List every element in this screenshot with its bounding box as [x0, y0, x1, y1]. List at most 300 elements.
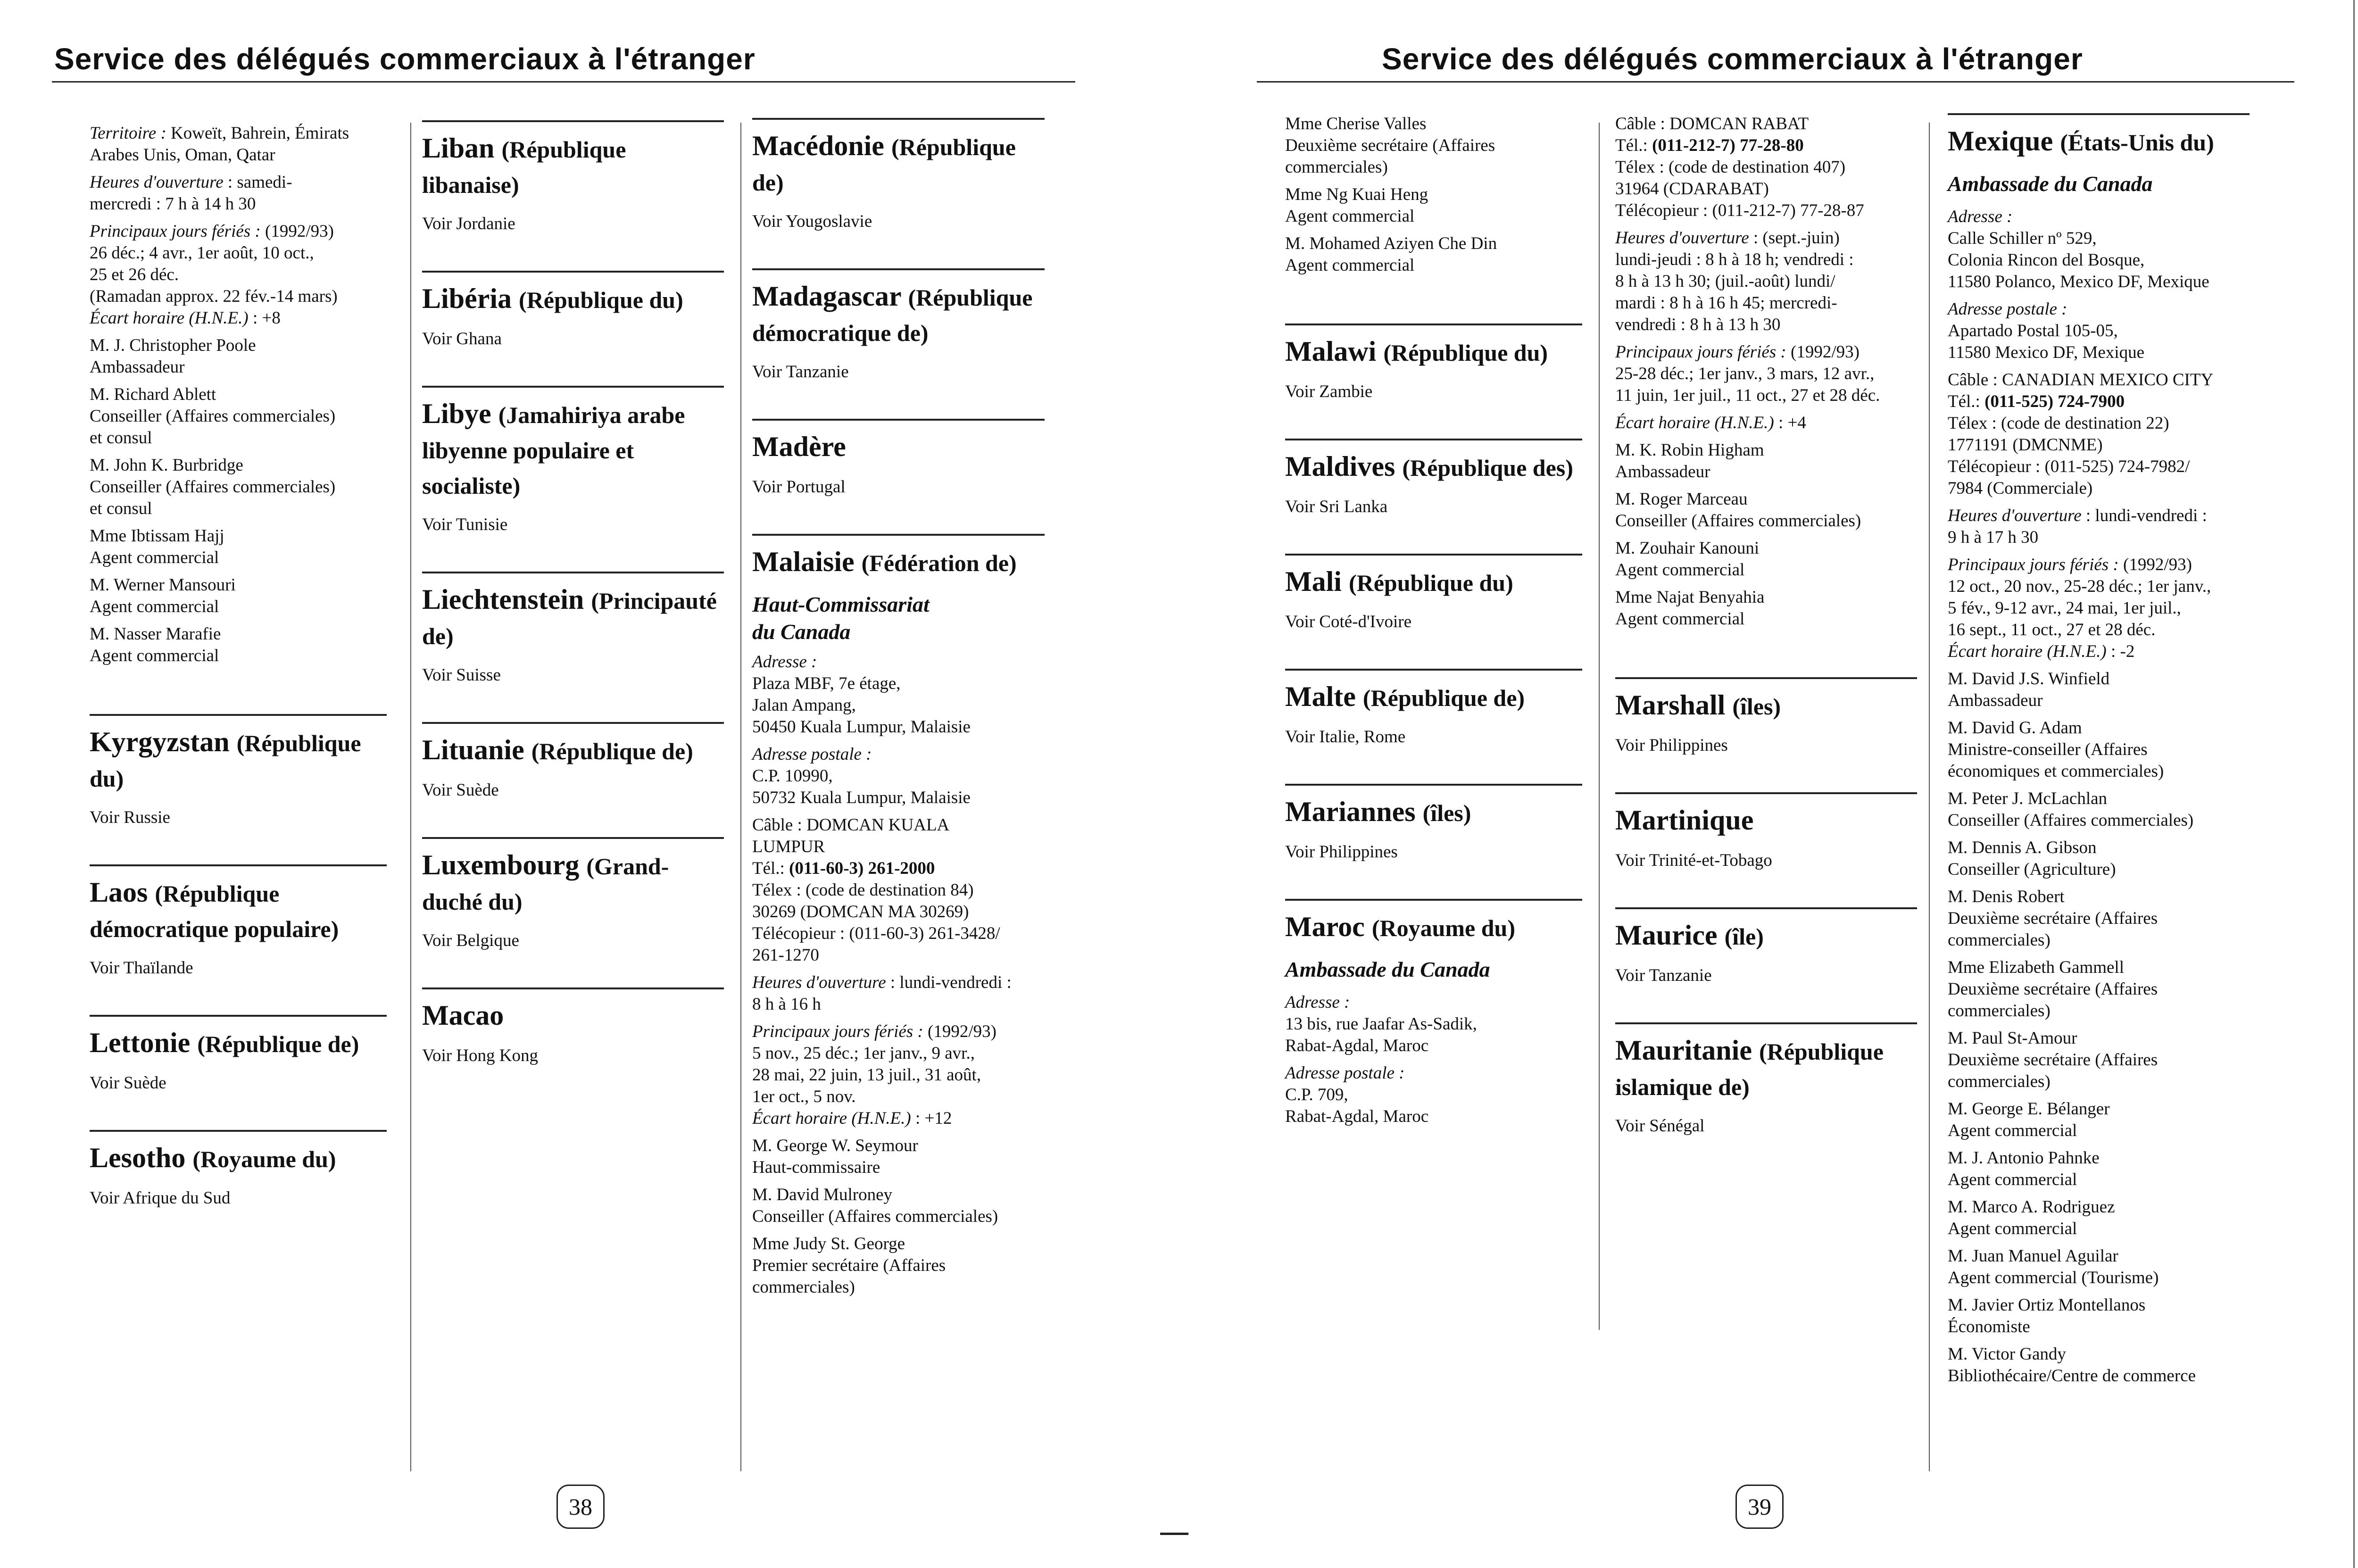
staff-title: Agent commercial: [1948, 1121, 2077, 1140]
staff-name: M. Paul St-Amour: [1948, 1029, 2077, 1048]
staff-entry: [90, 623, 387, 667]
phone-number: (011-60-3) 261-2000: [784, 859, 935, 878]
address-line: Rabat-Agdal, Maroc: [1285, 1107, 1429, 1126]
value: 28 mai, 22 juin, 13 juil., 31 août,: [752, 1065, 981, 1085]
value: Télécopieur : (011-60-3) 261-3428/: [752, 924, 1000, 943]
value: 5 nov., 25 déc.; 1er janv., 9 avr.,: [752, 1044, 975, 1063]
staff-title: Agent commercial: [90, 597, 219, 616]
staff-entry: [1285, 184, 1582, 227]
country-subtitle: (Grand-duché du): [422, 853, 669, 915]
address-line: Rabat-Agdal, Maroc: [1285, 1036, 1429, 1055]
value: : +4: [1774, 413, 1806, 432]
country-list: [752, 118, 1045, 497]
staff-name: M. David G. Adam: [1948, 718, 2082, 738]
value: : lundi-vendredi :: [886, 973, 1012, 992]
staff-list: [1948, 668, 2250, 1387]
staff-entry: [752, 1184, 1045, 1228]
staff-title: Conseiller (Affaires commerciales): [1948, 811, 2194, 830]
staff-entry: [1948, 837, 2250, 880]
country-section: [1285, 669, 1582, 747]
country-subtitle: (République de): [197, 1031, 359, 1057]
value: 1er oct., 5 nov.: [752, 1087, 856, 1106]
value: (1992/93): [2118, 555, 2192, 574]
value: 16 sept., 11 oct., 27 et 28 déc.: [1948, 620, 2156, 639]
staff-name: M. Dennis A. Gibson: [1948, 838, 2097, 857]
see-reference: Voir Suède: [422, 780, 499, 800]
country-section: [422, 722, 724, 800]
value: (1992/93): [260, 222, 334, 241]
country-heading: [90, 875, 387, 946]
staff-entry: [1948, 1196, 2250, 1240]
address-line: Plaza MBF, 7e étage,: [752, 674, 901, 693]
section-rule: [422, 572, 724, 573]
section-rule: [90, 1015, 387, 1017]
country-section: [90, 1015, 387, 1093]
country-heading: [1285, 679, 1582, 714]
country-heading: [1285, 334, 1582, 369]
staff-name: M. Mohamed Aziyen Che Din: [1285, 234, 1497, 253]
country-heading: [422, 998, 724, 1033]
staff-name: Mme Elizabeth Gammell: [1948, 958, 2124, 977]
country-subtitle: (République de): [1362, 685, 1525, 711]
page-header: Service des délégués commerciaux à l'étranger: [1382, 42, 2083, 76]
value: 30269 (DOMCAN MA 30269): [752, 902, 969, 921]
staff-entry: [1948, 1294, 2250, 1338]
staff-name: Mme Ng Kuai Heng: [1285, 185, 1428, 204]
country-heading: [90, 1025, 387, 1061]
section-rule: [752, 419, 1045, 421]
staff-title: Agent commercial: [90, 548, 219, 567]
column-divider: [1599, 123, 1600, 1330]
country-name: Liban: [422, 133, 495, 164]
country-section: [422, 120, 724, 234]
value: : lundi-vendredi :: [2081, 506, 2207, 525]
staff-title: Agent commercial: [90, 646, 219, 665]
section-rule: [90, 714, 387, 716]
country-section: [1615, 677, 1917, 755]
see-reference: Voir Suède: [90, 1073, 166, 1093]
mexique-block: [1948, 124, 2250, 1387]
country-section: [1615, 1022, 1917, 1136]
country-name: Lituanie: [422, 734, 524, 765]
country-heading: [422, 281, 724, 316]
see-reference: Voir Ghana: [422, 329, 502, 348]
staff-name: M. Werner Mansouri: [90, 575, 236, 595]
label: Tél.:: [752, 859, 785, 878]
postal-address: [752, 765, 1045, 809]
label: Écart horaire (H.N.E.): [1615, 413, 1774, 432]
staff-name: M. J. Christopher Poole: [90, 336, 256, 355]
address: [1285, 1013, 1582, 1057]
country-heading: [1285, 794, 1582, 830]
staff-name: M. John K. Burbridge: [90, 456, 243, 475]
staff-name: M. David J.S. Winfield: [1948, 669, 2110, 689]
label: Territoire :: [90, 124, 166, 143]
staff-name: M. David Mulroney: [752, 1185, 892, 1204]
country-name: Macao: [422, 1000, 504, 1031]
see-reference: Voir Coté-d'Ivoire: [1285, 612, 1412, 631]
country-name: Malawi: [1285, 336, 1377, 367]
staff-entry: [752, 1135, 1045, 1178]
section-rule: [1615, 792, 1917, 794]
value: 9 h à 17 h 30: [1948, 528, 2039, 547]
staff-entry: [1615, 538, 1917, 581]
staff-title: Conseiller (Affaires commerciales): [90, 407, 336, 426]
staff-name: M. Peter J. McLachlan: [1948, 789, 2108, 808]
staff-name: M. Juan Manuel Aguilar: [1948, 1246, 2118, 1266]
postal-address: [1285, 1084, 1582, 1128]
see-reference: Voir Suisse: [422, 665, 501, 685]
address-line: 11580 Polanco, Mexico DF, Mexique: [1948, 272, 2209, 291]
page-number: 38: [556, 1485, 605, 1529]
staff-name: M. Nasser Marafie: [90, 624, 221, 644]
staff-name: M. Denis Robert: [1948, 887, 2065, 906]
country-name: Lesotho: [90, 1142, 186, 1173]
header-rule: [52, 81, 1075, 83]
section-rule: [1285, 899, 1582, 901]
country-heading: [752, 279, 1045, 349]
country-heading: [422, 396, 724, 502]
section-rule: [90, 1130, 387, 1132]
staff-entry: [1948, 1344, 2250, 1387]
staff-title: Agent commercial: [1285, 256, 1415, 275]
country-subtitle: (Jamahiriya arabe libyenne populaire et socialiste): [422, 402, 685, 499]
label: Adresse postale :: [752, 745, 872, 764]
staff-entry: [1948, 788, 2250, 831]
country-subtitle: (République des): [1402, 455, 1573, 481]
see-reference: Voir Portugal: [752, 477, 846, 497]
country-subtitle: (République de): [752, 134, 1016, 196]
label: Heures d'ouverture: [1615, 228, 1749, 248]
left-column-3: [752, 118, 1045, 1304]
staff-list: [1615, 440, 1917, 630]
section-rule: [422, 271, 724, 273]
label: Heures d'ouverture: [90, 173, 224, 192]
country-name: Madagascar: [752, 281, 901, 312]
country-section: [1285, 324, 1582, 402]
see-reference: Voir Sri Lanka: [1285, 497, 1388, 516]
page-number: 39: [1735, 1485, 1784, 1529]
staff-title: Agent commercial: [1615, 560, 1745, 580]
staff-list: [752, 1135, 1045, 1298]
address: [752, 673, 1045, 738]
staff-title: Conseiller (Affaires commerciales): [90, 477, 336, 497]
country-name: Mauritanie: [1615, 1035, 1752, 1066]
country-name: Maurice: [1615, 920, 1718, 951]
country-subtitle: (République islamique de): [1615, 1038, 1884, 1100]
country-section: [1285, 439, 1582, 517]
country-list: [1615, 677, 1917, 1136]
embassy-name: Ambassade du Canada: [1948, 172, 2153, 196]
value: 26 déc.; 4 avr., 1er août, 10 oct.,: [90, 243, 314, 263]
country-subtitle: (République du): [519, 287, 683, 313]
section-rule: [422, 837, 724, 839]
value: (1992/93): [923, 1022, 996, 1041]
value: 11 juin, 1er juil., 11 oct., 27 et 28 déc.: [1615, 386, 1880, 405]
staff-name: M. Javier Ortiz Montellanos: [1948, 1295, 2146, 1315]
country-heading: [1615, 688, 1917, 723]
label: Principaux jours fériés :: [1948, 555, 2119, 574]
value: Câble : CANADIAN MEXICO CITY: [1948, 370, 2214, 390]
see-reference: Voir Jordanie: [422, 214, 515, 233]
staff-title: Ministre-conseiller (Affaires: [1948, 740, 2148, 759]
staff-entry: [1948, 1028, 2250, 1093]
section-rule: [1285, 554, 1582, 556]
country-subtitle: (République du): [90, 730, 361, 792]
staff-title: Agent commercial (Tourisme): [1948, 1268, 2159, 1287]
country-subtitle: (îles): [1732, 693, 1781, 720]
staff-entry: [1948, 957, 2250, 1022]
embassy-name: Haut-Commissariat: [752, 592, 930, 616]
section-rule: [1285, 439, 1582, 440]
section-rule: [752, 268, 1045, 270]
value: 25 et 26 déc.: [90, 265, 179, 284]
right-column-3: [1948, 113, 2250, 1393]
label: Adresse postale :: [1285, 1063, 1405, 1083]
value: Câble : DOMCAN RABAT: [1615, 114, 1809, 133]
section-rule: [752, 118, 1045, 120]
staff-list: [90, 335, 387, 667]
country-list: [1285, 324, 1582, 862]
staff-name: M. Marco A. Rodriguez: [1948, 1197, 2115, 1217]
staff-name: M. Richard Ablett: [90, 385, 216, 404]
staff-title: Ambassadeur: [1948, 691, 2043, 710]
right-column-1: [1285, 113, 1582, 1128]
staff-entry: [752, 1233, 1045, 1298]
country-subtitle: (République de): [531, 738, 693, 764]
country-heading: [752, 429, 1045, 465]
value: (1992/93): [1786, 342, 1860, 362]
staff-name: Mme Cherise Valles: [1285, 114, 1427, 133]
address-line: Calle Schiller nº 529,: [1948, 229, 2097, 248]
value: LUMPUR: [752, 837, 825, 856]
country-name: Macédonie: [752, 130, 884, 161]
right-page: [1184, 0, 2358, 1568]
value: 25-28 déc.; 1er janv., 3 mars, 12 avr.,: [1615, 364, 1875, 383]
left-column-1: [90, 123, 387, 1245]
value: : -2: [2106, 642, 2135, 661]
value: 31964 (CDARABAT): [1615, 179, 1769, 199]
country-section: [1615, 907, 1917, 986]
value: : samedi-: [223, 173, 292, 192]
value: mercredi : 7 h à 14 h 30: [90, 194, 256, 214]
see-reference: Voir Tunisie: [422, 515, 508, 534]
column-divider: [1929, 123, 1930, 1471]
country-subtitle: (États-Unis du): [2060, 129, 2214, 156]
country-heading: [90, 1140, 387, 1176]
country-heading: [1285, 449, 1582, 484]
country-name: Mariannes: [1285, 796, 1416, 827]
see-reference: Voir Tanzanie: [752, 362, 849, 382]
embassy-name: Ambassade du Canada: [1285, 957, 1490, 981]
right-column-2: [1615, 113, 1917, 1173]
section-rule: [422, 386, 724, 388]
section-rule: [1615, 677, 1917, 679]
value: Koweït, Bahrein, Émirats: [166, 124, 349, 143]
header-rule: [1257, 81, 2294, 83]
country-section: [90, 714, 387, 828]
address-line: Jalan Ampang,: [752, 696, 856, 715]
staff-list: [1285, 113, 1582, 276]
country-name: Maldives: [1285, 451, 1395, 482]
country-subtitle: (Fédération de): [861, 550, 1017, 576]
see-reference: Voir Sénégal: [1615, 1116, 1705, 1136]
staff-name: Mme Judy St. George: [752, 1234, 905, 1253]
country-name: Marshall: [1615, 689, 1726, 721]
staff-entry: [1948, 1245, 2250, 1289]
label: Tél.:: [1948, 392, 1980, 411]
staff-title: commerciales): [1948, 930, 2051, 950]
staff-title: commerciales): [1285, 158, 1388, 177]
label: Adresse postale :: [1948, 299, 2067, 319]
staff-title: Haut-commissaire: [752, 1158, 880, 1177]
staff-title: et consul: [90, 428, 152, 448]
staff-entry: [90, 384, 387, 449]
column-divider: [410, 123, 411, 1471]
country-subtitle: (République du): [1348, 570, 1513, 596]
country-heading: [422, 582, 724, 653]
staff-name: M. Zouhair Kanouni: [1615, 539, 1760, 558]
see-reference: Voir Philippines: [1615, 736, 1728, 755]
label: Écart horaire (H.N.E.): [1948, 642, 2107, 661]
country-name: Malaisie: [752, 546, 855, 577]
staff-title: Conseiller (Affaires commerciales): [1615, 511, 1861, 531]
country-list: [422, 120, 724, 1066]
staff-title: commerciales): [752, 1278, 855, 1297]
see-reference: Voir Thaïlande: [90, 958, 193, 978]
country-section: [422, 987, 724, 1066]
country-heading: [422, 131, 724, 201]
label: Écart horaire (H.N.E.): [752, 1109, 911, 1128]
column-divider: [740, 123, 741, 1471]
value: vendredi : 8 h à 13 h 30: [1615, 315, 1781, 334]
country-heading: [1615, 803, 1917, 838]
country-name: Madère: [752, 431, 846, 462]
label: Principaux jours fériés :: [752, 1022, 923, 1041]
staff-entry: [1948, 1098, 2250, 1142]
staff-title: et consul: [90, 499, 152, 518]
country-heading: [422, 847, 724, 918]
label: Principaux jours fériés :: [90, 222, 261, 241]
value: Télécopieur : (011-212-7) 77-28-87: [1615, 201, 1864, 220]
staff-entry: [1285, 233, 1582, 276]
staff-name: M. J. Antonio Pahnke: [1948, 1148, 2100, 1168]
country-subtitle: (République démocratique de): [752, 284, 1033, 346]
address-line: C.P. 10990,: [752, 766, 833, 786]
country-heading: [1615, 1033, 1917, 1103]
section-rule: [1615, 907, 1917, 909]
staff-name: M. K. Robin Higham: [1615, 440, 1764, 460]
country-name: Kyrgyzstan: [90, 726, 230, 757]
staff-title: Ambassadeur: [90, 357, 185, 377]
staff-entry: [90, 574, 387, 618]
staff-entry: [1285, 113, 1582, 178]
address-line: 50450 Kuala Lumpur, Malaisie: [752, 717, 971, 737]
staff-title: Agent commercial: [1285, 207, 1415, 226]
staff-title: Conseiller (Agriculture): [1948, 860, 2116, 879]
value: : (sept.-juin): [1749, 228, 1840, 248]
staff-entry: [90, 455, 387, 520]
staff-title: Premier secrétaire (Affaires: [752, 1256, 946, 1275]
country-name: Martinique: [1615, 805, 1754, 836]
country-section: [1285, 784, 1582, 862]
country-section: [1285, 554, 1582, 632]
country-subtitle: (Principauté de): [422, 588, 717, 649]
country-subtitle: (République du): [1383, 340, 1548, 366]
staff-entry: [1948, 1147, 2250, 1191]
country-subtitle: (République libanaise): [422, 136, 626, 198]
staff-title: Deuxième secrétaire (Affaires: [1285, 136, 1495, 155]
staff-name: M. George W. Seymour: [752, 1136, 918, 1155]
label: Adresse :: [1948, 207, 2013, 226]
country-name: Malte: [1285, 681, 1356, 712]
see-reference: Voir Philippines: [1285, 842, 1398, 862]
embassy-name: du Canada: [752, 620, 851, 644]
maroc-contact-block: [1615, 113, 1917, 630]
label: Tél.:: [1615, 136, 1648, 155]
country-heading: [422, 732, 724, 768]
section-rule: [1285, 669, 1582, 671]
country-name: Luxembourg: [422, 849, 580, 880]
label: Heures d'ouverture: [752, 973, 886, 992]
country-subtitle: (îles): [1422, 800, 1471, 826]
section-rule: [1615, 1022, 1917, 1024]
country-section: [422, 572, 724, 685]
section-rule: [1285, 324, 1582, 325]
staff-name: M. George E. Bélanger: [1948, 1099, 2110, 1119]
staff-title: Deuxième secrétaire (Affaires: [1948, 979, 2158, 999]
country-heading: [752, 128, 1045, 199]
country-section: [752, 118, 1045, 232]
staff-title: Agent commercial: [1948, 1170, 2077, 1189]
address-line: 50732 Kuala Lumpur, Malaisie: [752, 788, 971, 807]
staff-entry: [1948, 668, 2250, 712]
malaisie-block: [752, 544, 1045, 1298]
staff-title: Deuxième secrétaire (Affaires: [1948, 1050, 2158, 1070]
value: 7984 (Commerciale): [1948, 479, 2093, 498]
staff-name: Mme Ibtissam Hajj: [90, 526, 224, 546]
section-rule: [1285, 784, 1582, 786]
country-heading: [90, 724, 387, 795]
label: Adresse :: [752, 652, 817, 672]
country-section: [1615, 792, 1917, 871]
value: : +8: [248, 308, 281, 328]
country-name: Libye: [422, 398, 491, 429]
section-rule: [422, 120, 724, 122]
see-reference: Voir Russie: [90, 808, 170, 827]
section-rule: [422, 722, 724, 724]
staff-title: économiques et commerciales): [1948, 762, 2164, 781]
koweit-block: [90, 123, 387, 667]
see-reference: Voir Zambie: [1285, 382, 1373, 401]
staff-title: Agent commercial: [1948, 1219, 2077, 1238]
left-page: [0, 0, 1165, 1568]
country-section: [752, 268, 1045, 382]
country-subtitle: (Royaume du): [1371, 915, 1515, 941]
country-heading: [1615, 918, 1917, 953]
staff-title: Conseiller (Affaires commerciales): [752, 1207, 998, 1226]
section-rule: [752, 534, 1045, 536]
see-reference: Voir Trinité-et-Tobago: [1615, 851, 1772, 870]
label: Adresse :: [1285, 993, 1350, 1012]
value: Arabes Unis, Oman, Qatar: [90, 145, 275, 165]
staff-title: commerciales): [1948, 1072, 2051, 1091]
country-subtitle: (République démocratique populaire): [90, 880, 339, 942]
page-header: Service des délégués commerciaux à l'étranger: [54, 42, 756, 76]
country-name: Mali: [1285, 566, 1342, 597]
value: mardi : 8 h à 16 h 45; mercredi-: [1615, 293, 1837, 313]
country-name: Mexique: [1948, 125, 2053, 157]
